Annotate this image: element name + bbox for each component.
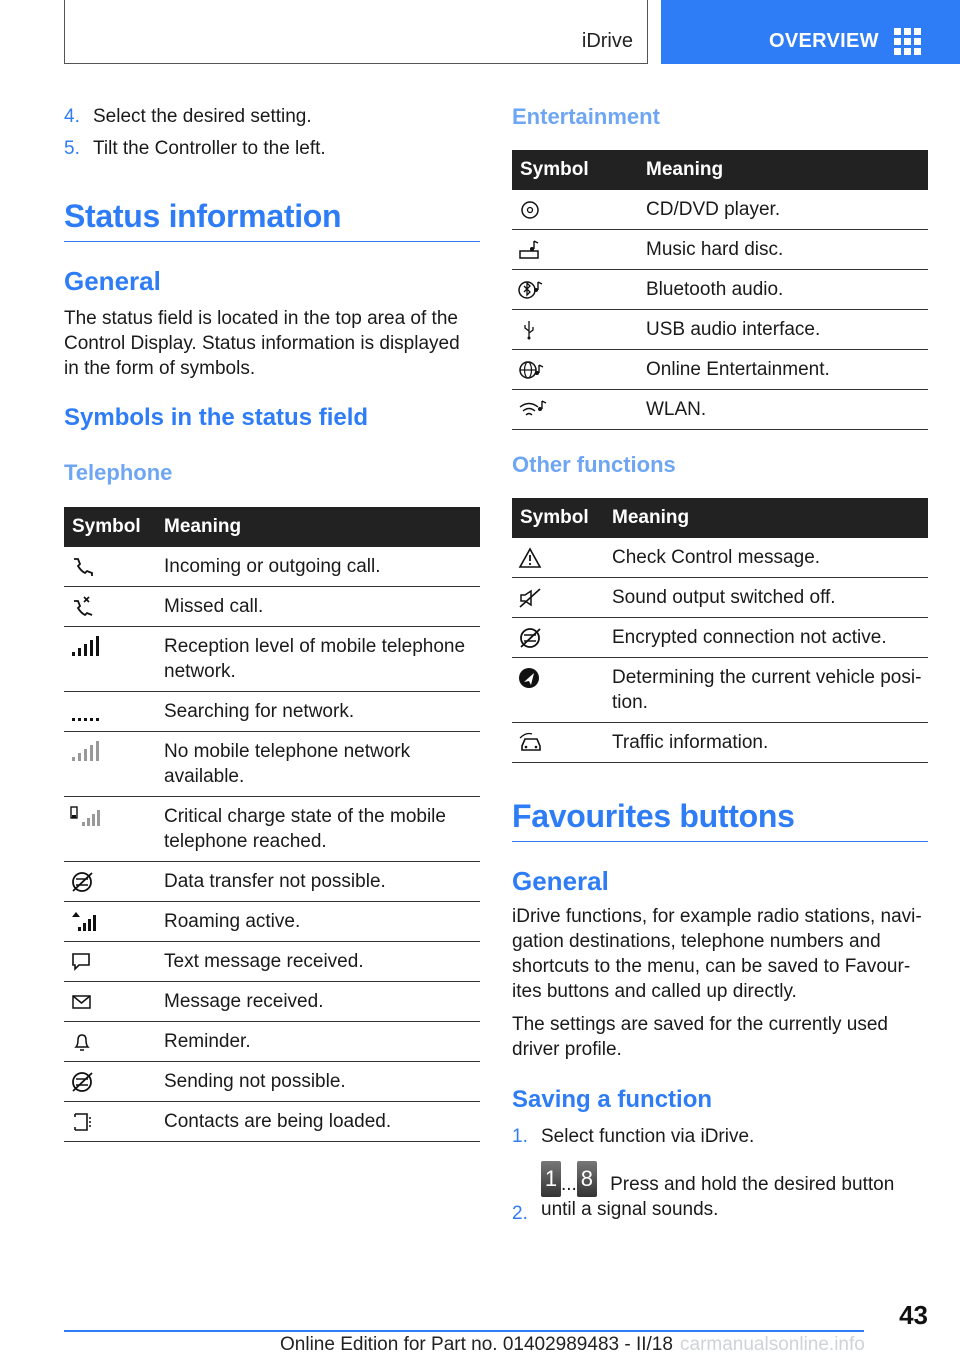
col-symbol: Symbol bbox=[512, 498, 604, 538]
section-title: Favourites buttons bbox=[512, 798, 928, 842]
table-row: Music hard disc. bbox=[512, 230, 928, 270]
no-signal-icon bbox=[70, 741, 100, 763]
table-row: USB audio interface. bbox=[512, 310, 928, 350]
footer-edition: Online Edition for Part no. 01402989483 - II/18 bbox=[280, 1334, 673, 1355]
table-row: Searching for network. bbox=[64, 692, 480, 732]
hard-disc-icon bbox=[518, 239, 542, 261]
navigation-arrow-icon bbox=[518, 667, 542, 689]
list-item: 4. Select the desired setting. bbox=[64, 106, 312, 127]
table-row: Missed call. bbox=[64, 587, 480, 627]
grid-menu-icon[interactable] bbox=[894, 28, 922, 56]
table-row: CD/DVD player. bbox=[512, 190, 928, 230]
entertainment-heading: Entertainment bbox=[512, 104, 660, 129]
table-row: Reception level of mobile telephone network. bbox=[64, 627, 480, 692]
table-row: Text message received. bbox=[64, 942, 480, 982]
telephone-heading: Telephone bbox=[64, 460, 173, 485]
list-item: 1. Select function via iDrive. bbox=[512, 1126, 755, 1147]
table-row: Data transfer not possible. bbox=[64, 862, 480, 902]
sound-off-icon bbox=[518, 587, 542, 609]
list-item: 5. Tilt the Controller to the left. bbox=[64, 138, 326, 159]
table-row: Incoming or outgoing call. bbox=[64, 547, 480, 587]
subsubsection-title: Symbols in the status field bbox=[64, 404, 369, 431]
text-message-icon bbox=[70, 951, 94, 973]
table-row: Traffic information. bbox=[512, 723, 928, 763]
bell-icon bbox=[70, 1031, 94, 1053]
searching-dots-icon bbox=[70, 701, 100, 723]
col-meaning: Meaning bbox=[638, 150, 928, 190]
traffic-icon bbox=[518, 732, 546, 754]
save-steps bbox=[512, 1124, 928, 1222]
table-row: Sound output switched off. bbox=[512, 578, 928, 618]
table-row: Bluetooth audio. bbox=[512, 270, 928, 310]
entertainment-table bbox=[512, 150, 928, 430]
table-row: No mobile telephone network available. bbox=[64, 732, 480, 797]
online-entertainment-icon bbox=[518, 359, 544, 381]
table-row: Check Control message. bbox=[512, 538, 928, 578]
bluetooth-audio-icon bbox=[518, 279, 544, 301]
table-row: Contacts are being loaded. bbox=[64, 1102, 480, 1142]
other-functions-heading: Other functions bbox=[512, 452, 676, 477]
watermark: carmanualsonline.info bbox=[680, 1334, 865, 1355]
warning-triangle-icon bbox=[518, 547, 542, 569]
table-row: Encrypted connection not active. bbox=[512, 618, 928, 658]
step-list bbox=[64, 104, 480, 168]
other-functions-table bbox=[512, 498, 928, 763]
wlan-icon bbox=[518, 399, 548, 421]
table-row: Sending not possible. bbox=[64, 1062, 480, 1102]
no-data-icon bbox=[70, 871, 96, 893]
col-meaning: Meaning bbox=[156, 507, 480, 547]
phone-call-icon bbox=[70, 556, 94, 578]
general-text: The status field is located in the top area of the Control Display. Status information is displayed in the form of symbols. bbox=[64, 308, 460, 379]
col-symbol: Symbol bbox=[512, 150, 638, 190]
subsection-title: General bbox=[512, 866, 609, 896]
signal-bars-icon bbox=[70, 636, 100, 658]
favourite-key-8: 8 bbox=[577, 1161, 597, 1197]
contacts-loading-icon bbox=[70, 1111, 94, 1133]
telephone-table bbox=[64, 507, 480, 1142]
usb-icon bbox=[518, 319, 542, 341]
favourites-text-1: iDrive functions, for example radio stations, navi-gation destinations, telephone numbers and shortcuts to the menu, can be saved to Favour-ites buttons and called up directly. bbox=[512, 906, 922, 1002]
header-chapter-box bbox=[64, 0, 648, 64]
missed-call-icon bbox=[70, 596, 94, 618]
envelope-icon bbox=[70, 991, 94, 1013]
list-item: 2. 1 ... 8 Press and hold the desired button until a signal sounds. bbox=[512, 1161, 928, 1222]
section-title: Status information bbox=[64, 198, 480, 242]
subsection-title: General bbox=[64, 266, 161, 296]
table-row: Roaming active. bbox=[64, 902, 480, 942]
encryption-off-icon bbox=[518, 627, 544, 649]
table-row: Message received. bbox=[64, 982, 480, 1022]
table-row: WLAN. bbox=[512, 390, 928, 430]
table-row: Reminder. bbox=[64, 1022, 480, 1062]
header-section[interactable]: OVERVIEW bbox=[769, 30, 879, 52]
favourite-keys: 1 ... 8 bbox=[541, 1161, 597, 1197]
subsubsection-title: Saving a function bbox=[512, 1086, 713, 1113]
table-row: Determining the current vehicle posi-tion. bbox=[512, 658, 928, 723]
col-meaning: Meaning bbox=[604, 498, 928, 538]
footer-divider bbox=[64, 1330, 864, 1332]
cd-icon bbox=[518, 199, 542, 221]
table-row: Online Entertainment. bbox=[512, 350, 928, 390]
favourites-text-2: The settings are saved for the currently used driver profile. bbox=[512, 1014, 888, 1060]
roaming-icon bbox=[70, 911, 100, 933]
favourite-key-1: 1 bbox=[541, 1161, 561, 1197]
no-send-icon bbox=[70, 1071, 96, 1093]
header-chapter: iDrive bbox=[581, 30, 633, 52]
page-number: 43 bbox=[899, 1300, 928, 1330]
low-battery-icon bbox=[70, 806, 100, 828]
table-row: Critical charge state of the mobile telephone reached. bbox=[64, 797, 480, 862]
col-symbol: Symbol bbox=[64, 507, 156, 547]
